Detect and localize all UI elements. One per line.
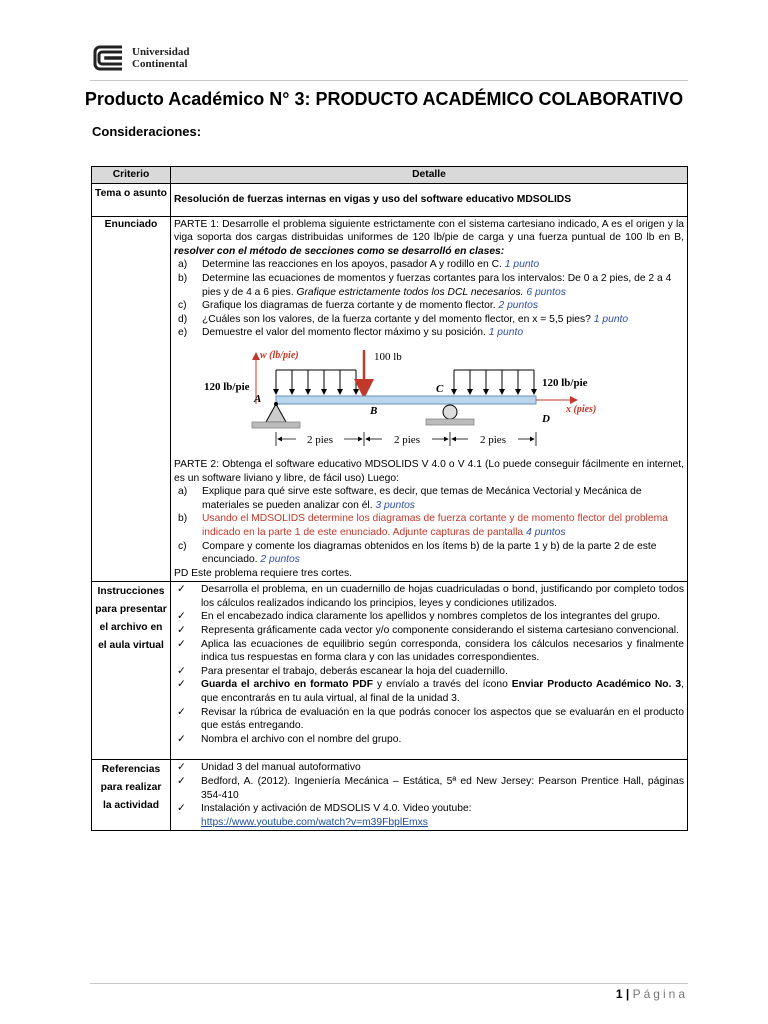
- dim-1: 2 pies: [307, 433, 333, 446]
- check-icon: ✓: [177, 638, 186, 650]
- check-icon: ✓: [177, 733, 186, 745]
- part1-item-b: b) Determine las ecuaciones de momentos y fuerzas cortantes para los intervalos: De 0 a 2 pies, de 2 a 4 pies y de 4 a 6 pies. Grafique estrictamente todos los DCL necesarios. 6 puntos: [178, 272, 672, 298]
- left-load-label: 120 lb/pie: [204, 380, 250, 393]
- instr-item-6: ✓ Guarda el archivo en formato PDF y envíalo a través del ícono Enviar Producto Académico No. 3, que encontrarás en tu aula virtual, al final de la unidad 3.: [174, 678, 684, 705]
- left-load-arrows: [276, 370, 356, 394]
- check-icon: ✓: [177, 776, 186, 787]
- considerations-heading: Consideraciones:: [92, 124, 202, 139]
- instr-item-7: ✓ Revisar la rúbrica de evaluación en la que podrás conocer los aspectos que se evaluarán en el producto que estás entregando.: [174, 706, 684, 733]
- footer-divider: [90, 983, 688, 984]
- check-icon: ✓: [177, 803, 186, 815]
- ref-item-1: ✓ Unidad 3 del manual autoformativo: [174, 761, 684, 775]
- page-word: Página: [632, 987, 688, 1001]
- check-icon: ✓: [177, 665, 186, 677]
- part2-intro: PARTE 2: Obtenga el software educativo MDSOLIDS V 4.0 o V 4.1 (Lo puede conseguir fácilmente en internet, es un software liviano y libre, de fácil uso) Luego:: [174, 458, 684, 484]
- right-load-arrows: [454, 370, 534, 394]
- referencias-label: Referencias para realizar la actividad: [92, 760, 171, 831]
- instr-item-8: ✓ Nombra el archivo con el nombre del grupo.: [174, 733, 684, 747]
- part2-item-a: a) Explique para qué sirve este software, es decir, que temas de Mecánica Vectorial y Mecánica de materiales se pueden analizar con él. 3 puntos: [178, 486, 642, 511]
- instrucciones-cell: [171, 582, 688, 760]
- pd-note: PD Este problema requiere tres cortes.: [174, 567, 352, 579]
- page-footer: [616, 987, 688, 1001]
- dim-2: 2 pies: [394, 433, 420, 446]
- instr-item-4: ✓ Aplica las ecuaciones de equilibrio según corresponda, considera los cálculos necesarios y finalmente indica tus respuestas en forma clara y con las unidades correspondientes.: [174, 638, 684, 665]
- part1-item-a: a) Determine las reacciones en los apoyos, pasador A y rodillo en C. 1 punto: [178, 259, 540, 271]
- part1-item-c: c) Grafique los diagramas de fuerza cortante y de momento flector. 2 puntos: [178, 300, 538, 312]
- ref-item-2: ✓ Bedford, A. (2012). Ingeniería Mecánica – Estática, 5ª ed New Jersey: Pearson Prentice Hall, páginas 354-410: [174, 775, 684, 802]
- instrucciones-label: Instrucciones para presentar el archivo en el aula virtual: [92, 582, 171, 760]
- instr-item-2: ✓ En el encabezado indica claramente los apellidos y nombres completos de los integrantes del grupo.: [174, 610, 684, 624]
- roller-support-C: [443, 405, 457, 419]
- w-axis-label: w (lb/pie): [260, 349, 299, 361]
- row-tema: [92, 183, 688, 216]
- col-detalle: Detalle: [171, 167, 688, 184]
- check-icon: ✓: [177, 584, 186, 596]
- right-load-label: 120 lb/pie: [542, 376, 588, 389]
- considerations-table: [91, 166, 688, 831]
- beam: [276, 396, 536, 404]
- label-C: C: [436, 382, 444, 395]
- enunciado-label: Enunciado: [92, 216, 171, 582]
- row-enunciado: [92, 216, 688, 582]
- pin-support-A: [266, 404, 286, 422]
- x-axis-label: x (pies): [566, 403, 597, 415]
- table-header-row: [92, 167, 688, 184]
- tema-label: Tema o asunto: [92, 183, 171, 216]
- instr-item-5: ✓ Para presentar el trabajo, deberás escanear la hoja del cuadernillo.: [174, 665, 684, 679]
- part1-item-d: d) ¿Cuáles son los valores, de la fuerza cortante y del momento flector, en x = 5,5 pies? 1 punto: [178, 313, 629, 325]
- part1-item-e: e) Demuestre el valor del momento flector máximo y su posición. 1 punto: [178, 327, 524, 339]
- document-title: Producto Académico N° 3: PRODUCTO ACADÉMICO COLABORATIVO: [84, 89, 684, 109]
- dim-3: 2 pies: [480, 433, 506, 446]
- point-load-label: 100 lb: [374, 350, 402, 363]
- part2-item-b: b) Usando el MDSOLIDS determine los diagramas de fuerza cortante y de momento flector del problema indicado en la parte 1 de este enunciado. Adjunte capturas de pantalla 4 puntos: [178, 513, 668, 538]
- check-icon: ✓: [177, 611, 186, 623]
- university-logo: [92, 42, 212, 74]
- referencias-cell: [171, 760, 688, 831]
- beam-diagram-svg: [204, 346, 684, 450]
- label-D: D: [542, 412, 550, 425]
- check-icon: ✓: [177, 762, 186, 774]
- check-icon: ✓: [177, 679, 186, 691]
- header-divider: [90, 80, 688, 81]
- row-referencias: [92, 760, 688, 831]
- logo-line2: Continental: [132, 58, 188, 70]
- check-icon: ✓: [177, 706, 186, 718]
- check-icon: ✓: [177, 625, 186, 637]
- tema-text: Resolución de fuerzas internas en vigas y uso del software educativo MDSOLIDS: [171, 183, 688, 216]
- youtube-link[interactable]: https://www.youtube.com/watch?v=m39FbplEmxs: [201, 816, 428, 828]
- instr-item-3: ✓ Representa gráficamente cada vector y/o componente considerando el sistema cartesiano convencional.: [174, 624, 684, 638]
- instr-item-1: ✓ Desarrolla el problema, en un cuadernillo de hojas cuadriculadas o bond, justificando por completo todos los cálculos realizados indicando los principios, leyes y condiciones utilizados.: [174, 583, 684, 610]
- page-separator: |: [622, 987, 633, 1001]
- col-criterio: Criterio: [92, 167, 171, 184]
- label-A: A: [254, 392, 262, 405]
- part2-item-c: c) Compare y comente los diagramas obtenidos en los ítems b) de la parte 1 y b) de la parte 2 de este encunciado. 2 puntos: [178, 540, 657, 566]
- row-instrucciones: [92, 582, 688, 760]
- part1-intro: PARTE 1: Desarrolle el problema siguiente estrictamente con el sistema cartesiano indicado, A es el origen y la viga soporta dos cargas distribuidas uniformes de 120 lb/pie de carga y una fuerza puntual de 100 lb en B, resolver con el método de secciones como se desarrolló en clases:: [174, 218, 684, 257]
- logo-emblem-icon: [92, 43, 126, 73]
- page-number: 1: [615, 987, 623, 1001]
- enunciado-cell: [171, 216, 688, 582]
- beam-diagram: [174, 346, 684, 450]
- ref-item-3: ✓ Instalación y activación de MDSOLIS V 4.0. Video youtube: https://www.youtube.com/watch?v=m39FbplEmxs: [174, 802, 684, 829]
- label-B: B: [370, 404, 378, 417]
- logo-line1: Universidad: [132, 46, 190, 58]
